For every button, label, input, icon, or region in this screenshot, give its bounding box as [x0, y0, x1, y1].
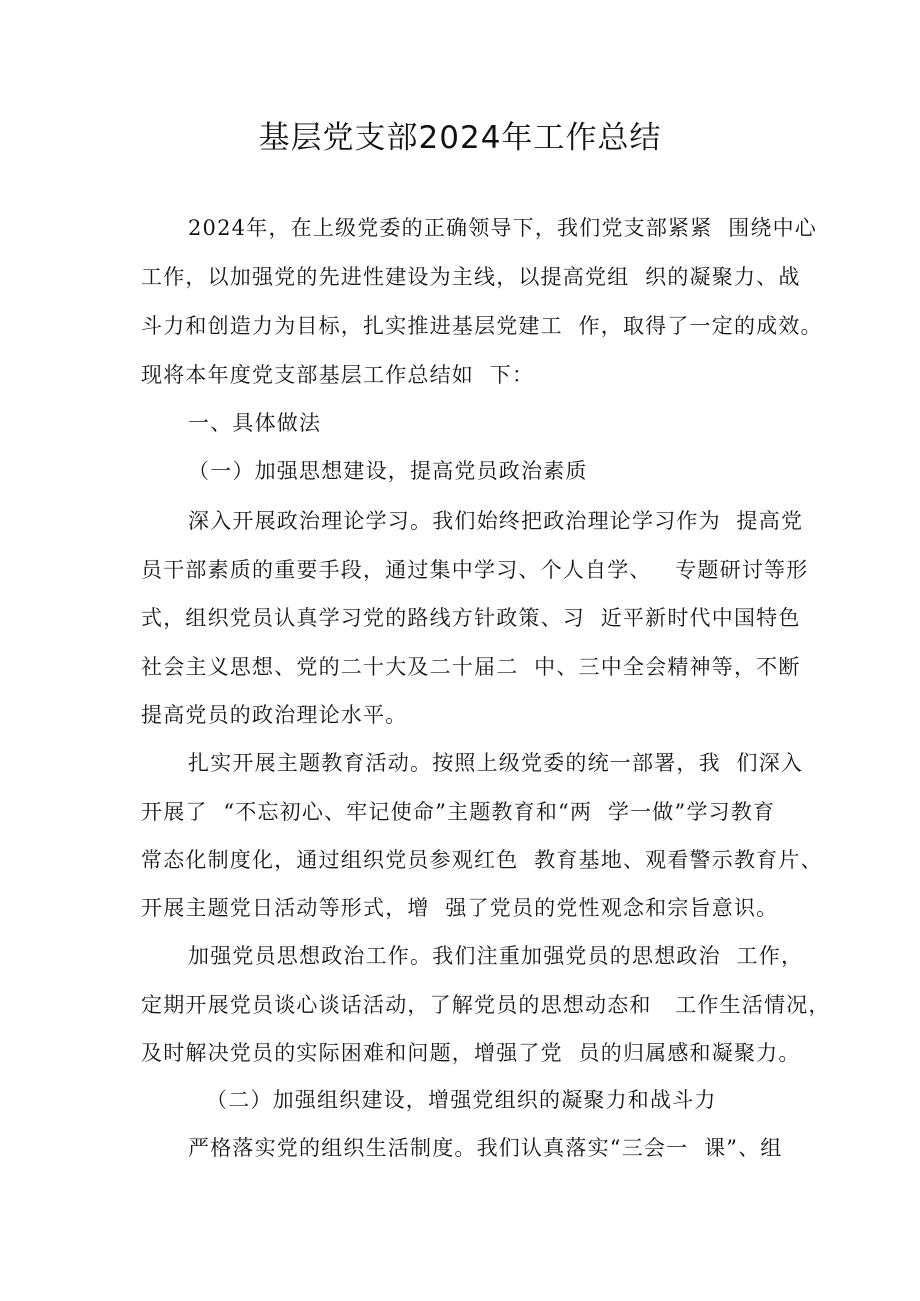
- section-heading: 一、具体做法: [188, 411, 322, 435]
- document-title: 基层党支部2024年工作总结: [258, 120, 662, 156]
- paragraph-line: 开展主题党日活动等形式，增 强了党员的党性观念和宗旨意识。: [141, 896, 779, 920]
- paragraph-line: 提高党员的政治理论水平。: [141, 703, 408, 727]
- paragraph-line: 常态化制度化，通过组织党员参观红色 教育基地、观看警示教育片、: [141, 848, 823, 872]
- paragraph-line: 开展了 “不忘初心、牢记使命”主题教育和“两 学一做”学习教育: [141, 800, 776, 824]
- paragraph-line: 斗力和创造力为目标，扎实推进基层党建工 作，取得了一定的成效。: [141, 314, 823, 338]
- paragraph-line: 深入开展政治理论学习。我们始终把政治理论学习作为 提高党: [188, 509, 804, 533]
- paragraph-line: 加强党员思想政治工作。我们注重加强党员的思想政治 工作，: [188, 944, 804, 968]
- subsection-heading: （二）加强组织建设，增强党组织的凝聚力和战斗力: [206, 1088, 717, 1112]
- subsection-heading: （一）加强思想建设，提高党员政治素质: [188, 459, 588, 483]
- paragraph-line: 定期开展党员谈心谈话活动，了解党员的思想动态和 工作生活情况，: [141, 993, 831, 1017]
- paragraph-line: 及时解决党员的实际困难和问题，增强了党 员的归属感和凝聚力。: [141, 1041, 801, 1065]
- paragraph-line: 社会主义思想、党的二十大及二十届二 中、三中全会精神等，不断: [141, 655, 801, 679]
- paragraph-line: 式，组织党员认真学习党的路线方针政策、习 近平新时代中国特色: [141, 606, 801, 630]
- paragraph-line: 扎实开展主题教育活动。按照上级党委的统一部署，我 们深入: [188, 751, 804, 775]
- paragraph-line: 2024年，在上级党委的正确领导下，我们党支部紧紧 围绕中心: [188, 216, 817, 240]
- paragraph-line: 严格落实党的组织生活制度。我们认真落实“三会一 课”、组: [188, 1136, 783, 1160]
- paragraph-line: 现将本年度党支部基层工作总结如 下：: [141, 363, 535, 387]
- paragraph-line: 工作，以加强党的先进性建设为主线，以提高党组 织的凝聚力、战: [141, 265, 801, 289]
- paragraph-line: 员干部素质的重要手段，通过集中学习、个人自学、 专题研讨等形: [141, 558, 809, 582]
